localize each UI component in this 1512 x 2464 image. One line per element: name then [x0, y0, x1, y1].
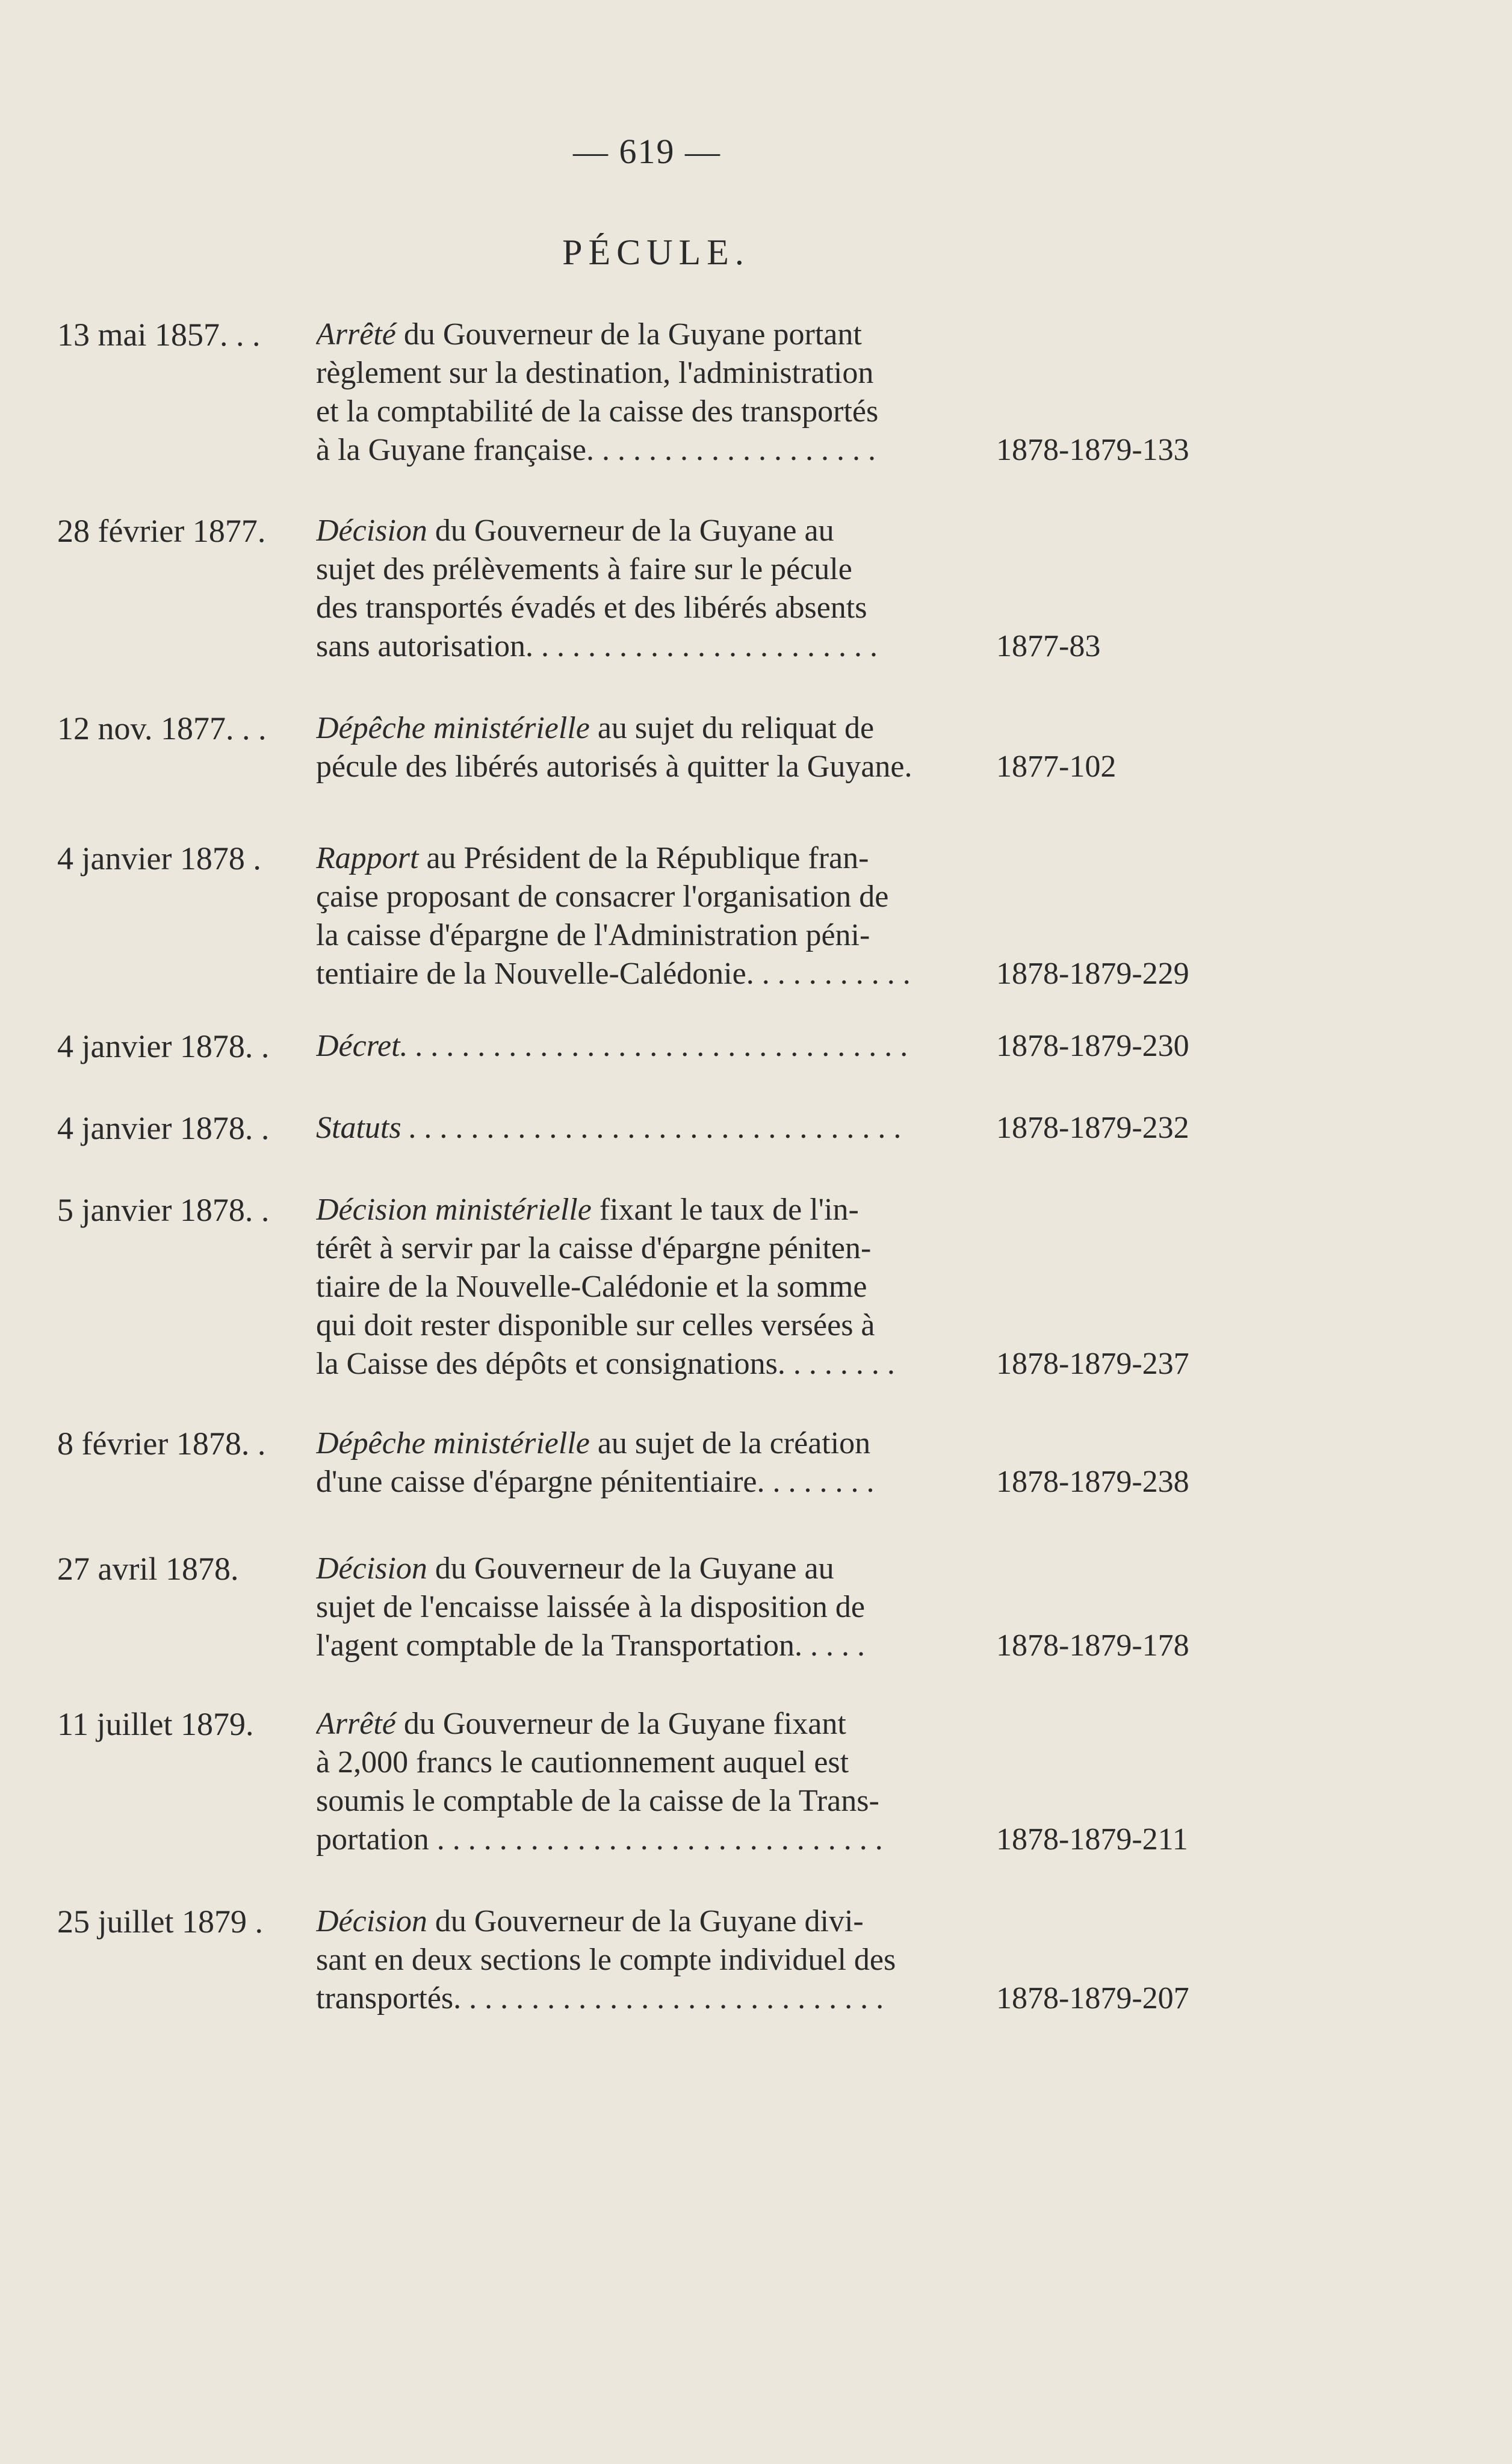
- entry-text: [316, 839, 984, 993]
- entry-line: qui doit rester disponible sur celles versées à: [316, 1308, 875, 1342]
- page-number: — 619 —: [573, 132, 721, 171]
- entry-line: sujet des prélèvements à faire sur le pécule: [316, 552, 852, 586]
- entry-keyword: Rapport: [316, 841, 419, 875]
- entry-line: et la comptabilité de la caisse des transportés: [316, 394, 879, 429]
- entry-text: [316, 1191, 984, 1383]
- entry-date: 27 avril 1878.: [57, 1551, 239, 1587]
- entry-date: 12 nov. 1877. . .: [57, 710, 267, 746]
- entry-text: [316, 315, 984, 470]
- entry-line: la caisse d'épargne de l'Administration péni-: [316, 918, 870, 952]
- entry-text: [316, 1902, 984, 2018]
- entry-reference: 1878-1879-237: [996, 1347, 1189, 1381]
- entry-line: çaise proposant de consacrer l'organisation de: [316, 880, 889, 914]
- entry-line: des transportés évadés et des libérés absents: [316, 591, 867, 625]
- entry-last-line: Statuts . . . . . . . . . . . . . . . . . . . . . . . . . . . . . . . .: [316, 1111, 902, 1145]
- entry-text: [316, 1109, 984, 1147]
- entry-text: [316, 512, 984, 666]
- entry-line: soumis le comptable de la caisse de la Trans-: [316, 1784, 879, 1818]
- entry-line: au sujet du reliquat de: [597, 711, 875, 745]
- entry-keyword: Décision: [316, 1904, 427, 1938]
- entry-text: [316, 709, 984, 786]
- entry-last-line: transportés. . . . . . . . . . . . . . . . . . . . . . . . . . . .: [316, 1981, 884, 2016]
- entry-keyword: Dépêche ministérielle: [316, 1426, 590, 1460]
- entry-reference: 1878-1879-230: [996, 1029, 1189, 1063]
- entry-line: tiaire de la Nouvelle-Calédonie et la somme: [316, 1270, 867, 1304]
- entry-date: 4 janvier 1878. .: [57, 1110, 270, 1146]
- entry-date: 4 janvier 1878 .: [57, 840, 261, 877]
- entry-last-line: d'une caisse d'épargne pénitentiaire. . . . . . . .: [316, 1465, 875, 1499]
- entry-date: 13 mai 1857. . .: [57, 317, 261, 353]
- entry-last-line: sans autorisation. . . . . . . . . . . . . . . . . . . . . . .: [316, 629, 878, 663]
- entry-reference: 1878-1879-178: [996, 1628, 1189, 1663]
- entry-line: règlement sur la destination, l'administration: [316, 356, 874, 390]
- entry-line: du Gouverneur de la Guyane au: [435, 1551, 834, 1586]
- entry-text: [316, 1550, 984, 1665]
- entry-reference: 1878-1879-229: [996, 957, 1189, 991]
- entry-date: 8 février 1878. .: [57, 1426, 266, 1462]
- entry-line: du Gouverneur de la Guyane au: [435, 514, 834, 548]
- entry-date: 28 février 1877.: [57, 513, 266, 549]
- entry-line: du Gouverneur de la Guyane fixant: [403, 1707, 846, 1741]
- entry-date: 25 juillet 1879 .: [57, 1904, 263, 1940]
- entry-reference: 1878-1879-211: [996, 1822, 1188, 1857]
- entry-line: sujet de l'encaisse laissée à la disposition de: [316, 1590, 865, 1624]
- entry-keyword: Décision: [316, 514, 427, 548]
- entry-reference: 1877-102: [996, 749, 1117, 784]
- entry-line: au sujet de la création: [597, 1426, 871, 1460]
- entry-reference: 1877-83: [996, 629, 1101, 663]
- entry-date: 4 janvier 1878. .: [57, 1028, 270, 1064]
- entry-line: térêt à servir par la caisse d'épargne péniten-: [316, 1231, 872, 1265]
- entry-keyword: Dépêche ministérielle: [316, 711, 590, 745]
- entry-keyword: Arrêté: [316, 317, 396, 352]
- entry-last-line: la Caisse des dépôts et consignations. . . . . . . .: [316, 1347, 895, 1381]
- entry-reference: 1878-1879-232: [996, 1111, 1189, 1145]
- entry-last-line: l'agent comptable de la Transportation. . . . .: [316, 1628, 865, 1663]
- entry-text: [316, 1424, 984, 1501]
- entry-last-line: portation . . . . . . . . . . . . . . . . . . . . . . . . . . . . .: [316, 1822, 883, 1857]
- entry-reference: 1878-1879-207: [996, 1981, 1189, 2016]
- entry-date: 11 juillet 1879.: [57, 1706, 254, 1742]
- entry-reference: 1878-1879-133: [996, 433, 1189, 467]
- entry-keyword: Arrêté: [316, 1707, 396, 1741]
- entry-text: [316, 1705, 984, 1859]
- entry-line: du Gouverneur de la Guyane divi-: [435, 1904, 864, 1938]
- entry-line: sant en deux sections le compte individuel des: [316, 1943, 896, 1977]
- entry-line: fixant le taux de l'in-: [599, 1193, 859, 1227]
- entry-reference: 1878-1879-238: [996, 1465, 1189, 1499]
- entry-date: 5 janvier 1878. .: [57, 1192, 270, 1228]
- entry-last-line: Décret. . . . . . . . . . . . . . . . . . . . . . . . . . . . . . . . .: [316, 1029, 909, 1063]
- entry-keyword: Décision: [316, 1551, 427, 1586]
- entry-keyword: Décision ministérielle: [316, 1193, 592, 1227]
- section-title: PÉCULE.: [562, 232, 750, 272]
- entry-last-line: pécule des libérés autorisés à quitter la Guyane.: [316, 749, 912, 784]
- entry-last-line: tentiaire de la Nouvelle-Calédonie. . . . . . . . . . .: [316, 957, 911, 991]
- entry-last-line: à la Guyane française. . . . . . . . . . . . . . . . . . .: [316, 433, 876, 467]
- entry-text: [316, 1027, 984, 1066]
- entry-line: à 2,000 francs le cautionnement auquel est: [316, 1745, 849, 1780]
- entry-line: au Président de la République fran-: [426, 841, 869, 875]
- entry-line: du Gouverneur de la Guyane portant: [403, 317, 862, 352]
